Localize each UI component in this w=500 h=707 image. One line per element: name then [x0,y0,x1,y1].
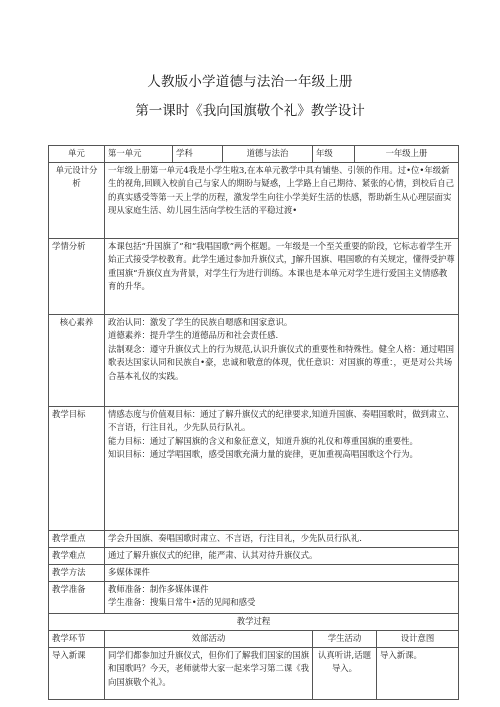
unit-design-label: 单元设计分析 [49,163,105,239]
unit-design-text: 一年级上册第一单元4我是小学生啦3,在本单元教学中具有铺垫、引领的作用。过•位•年级新生的视角,回顾入校前自己与家人的期盼与疑惑，上学路上自己期待、紧张的心情，到校后自己的真实感受等第一天上学的历程，激发学生向往小学美好生活的怯感，帮助新生从心理层面实现从家庭生活、幼儿园生活向学校生活的平稳过渡• [105,163,459,239]
preparation-text [105,582,459,614]
core-literacy-text [105,315,459,407]
row-student-activity: 认真听讲,话题导入。 [313,648,377,700]
unit-value: 第一单元 [105,146,173,163]
preparation-row [49,582,459,614]
difficulty-text: 通过了解升旗仪式的纪律，能严肃、认其对待升旗仪式。 [105,548,459,565]
teaching-goals-label: 教学目标 [49,407,105,531]
goal-line: 情感态度与价值观目标：通过了解升旗仪式的纪律要求,知道升国旗、奏唱国歌时，做到肃立、不言语，行注目礼，少先队员行队礼。 [108,409,455,433]
literacy-line: 道德素养：提升学生的道德品历和社会责任感. [108,330,279,341]
teacher-prep: 教师准备：制作多媒体课件 [108,584,209,594]
method-text: 多媒体课件 [105,565,459,582]
method-row [49,565,459,582]
key-point-row [49,531,459,548]
document-subtitle: 第一课时《我向国旗敬个礼》教学设计 [135,103,365,119]
process-header: 教学过程 [49,614,459,631]
unit-design-row [49,163,459,239]
grade-value: 一年级上册 [355,146,459,163]
col-student-activity: 学生活动 [313,631,377,648]
difficulty-row [49,548,459,565]
col-step: 教学环节 [49,631,105,648]
row-teacher-activity: 同学们都参加过升旗仪式，但你们了解我们国家的国旗和国歌吗？今天，老师就带大家一起来学习第二课《我向国旗敬个礼》。 [105,648,313,700]
subject-value: 道德与法治 [223,146,313,163]
process-columns-row [49,631,459,648]
info-row [49,146,459,163]
key-point-label: 教学重点 [49,531,105,548]
core-literacy-label: 核心素养 [49,315,105,407]
process-row [49,648,459,700]
difficulty-label: 教学难点 [49,548,105,565]
row-step: 导入新课 [49,648,105,700]
student-analysis-text: 本课包括“升国旗了”和“我唱国歌”两个框题。一年级是一个至关重要的阶段，它标志着学生开始正式接受学校教育。此学生通过参加升旗仪式，J解升国旗、唱国歌的有关规定，懂得受护尊重国旗“升旗仪直为背景，对学生行为进行训练。本课也是本单元对学生进行爱国主义情感教育的升华。 [105,239,459,315]
method-label: 教学方法 [49,565,105,582]
process-header-row [49,614,459,631]
row-design-intent: 导入新课。 [377,648,459,700]
document-title: 人教版小学道德与法治一年级上册 [147,74,353,90]
student-analysis-label: 学情分析 [49,239,105,315]
col-design-intent: 设计意图 [377,631,459,648]
goal-line: 知识目标：通过学唱国歌，感受国歌充满力量的旋律，更加重视高唱国歌这个行为。 [108,449,418,460]
student-prep: 学生准备：搜集日常牛•活的见闻和感受 [108,597,256,608]
grade-label: 年级 [313,146,355,163]
subject-label: 学科 [173,146,223,163]
teaching-goals-row [49,407,459,531]
goal-line: 能力目标：通过了解国旗的含义和象征意义，知道升旗的礼仪和尊重国旗的重要性。 [108,435,418,446]
literacy-line: 政治认同：激发了学生的民族自嗯感和国家意识。 [108,317,293,327]
lesson-plan-table [48,145,459,700]
literacy-line: 法制观念：遵守升旗仪式上的行为规范,认识升旗仪式的重要性和特殊性。健全人格：通过唱国歌表达国家认同和民族自•豪，忠诚和敬意的体现，优任意识：对国旗的尊重：，更是对公共场合基本礼仪的实践。 [108,343,455,381]
unit-label: 单元 [49,146,105,163]
teaching-goals-text [105,407,459,531]
key-point-text: 学会升国旗、奏唱国歌时肃立、不言语，行注目礼，少先队员行队礼. [105,531,459,548]
core-literacy-row [49,315,459,407]
preparation-label: 教学准备 [49,582,105,614]
student-analysis-row [49,239,459,315]
col-teacher-activity: 效部活动 [105,631,313,648]
